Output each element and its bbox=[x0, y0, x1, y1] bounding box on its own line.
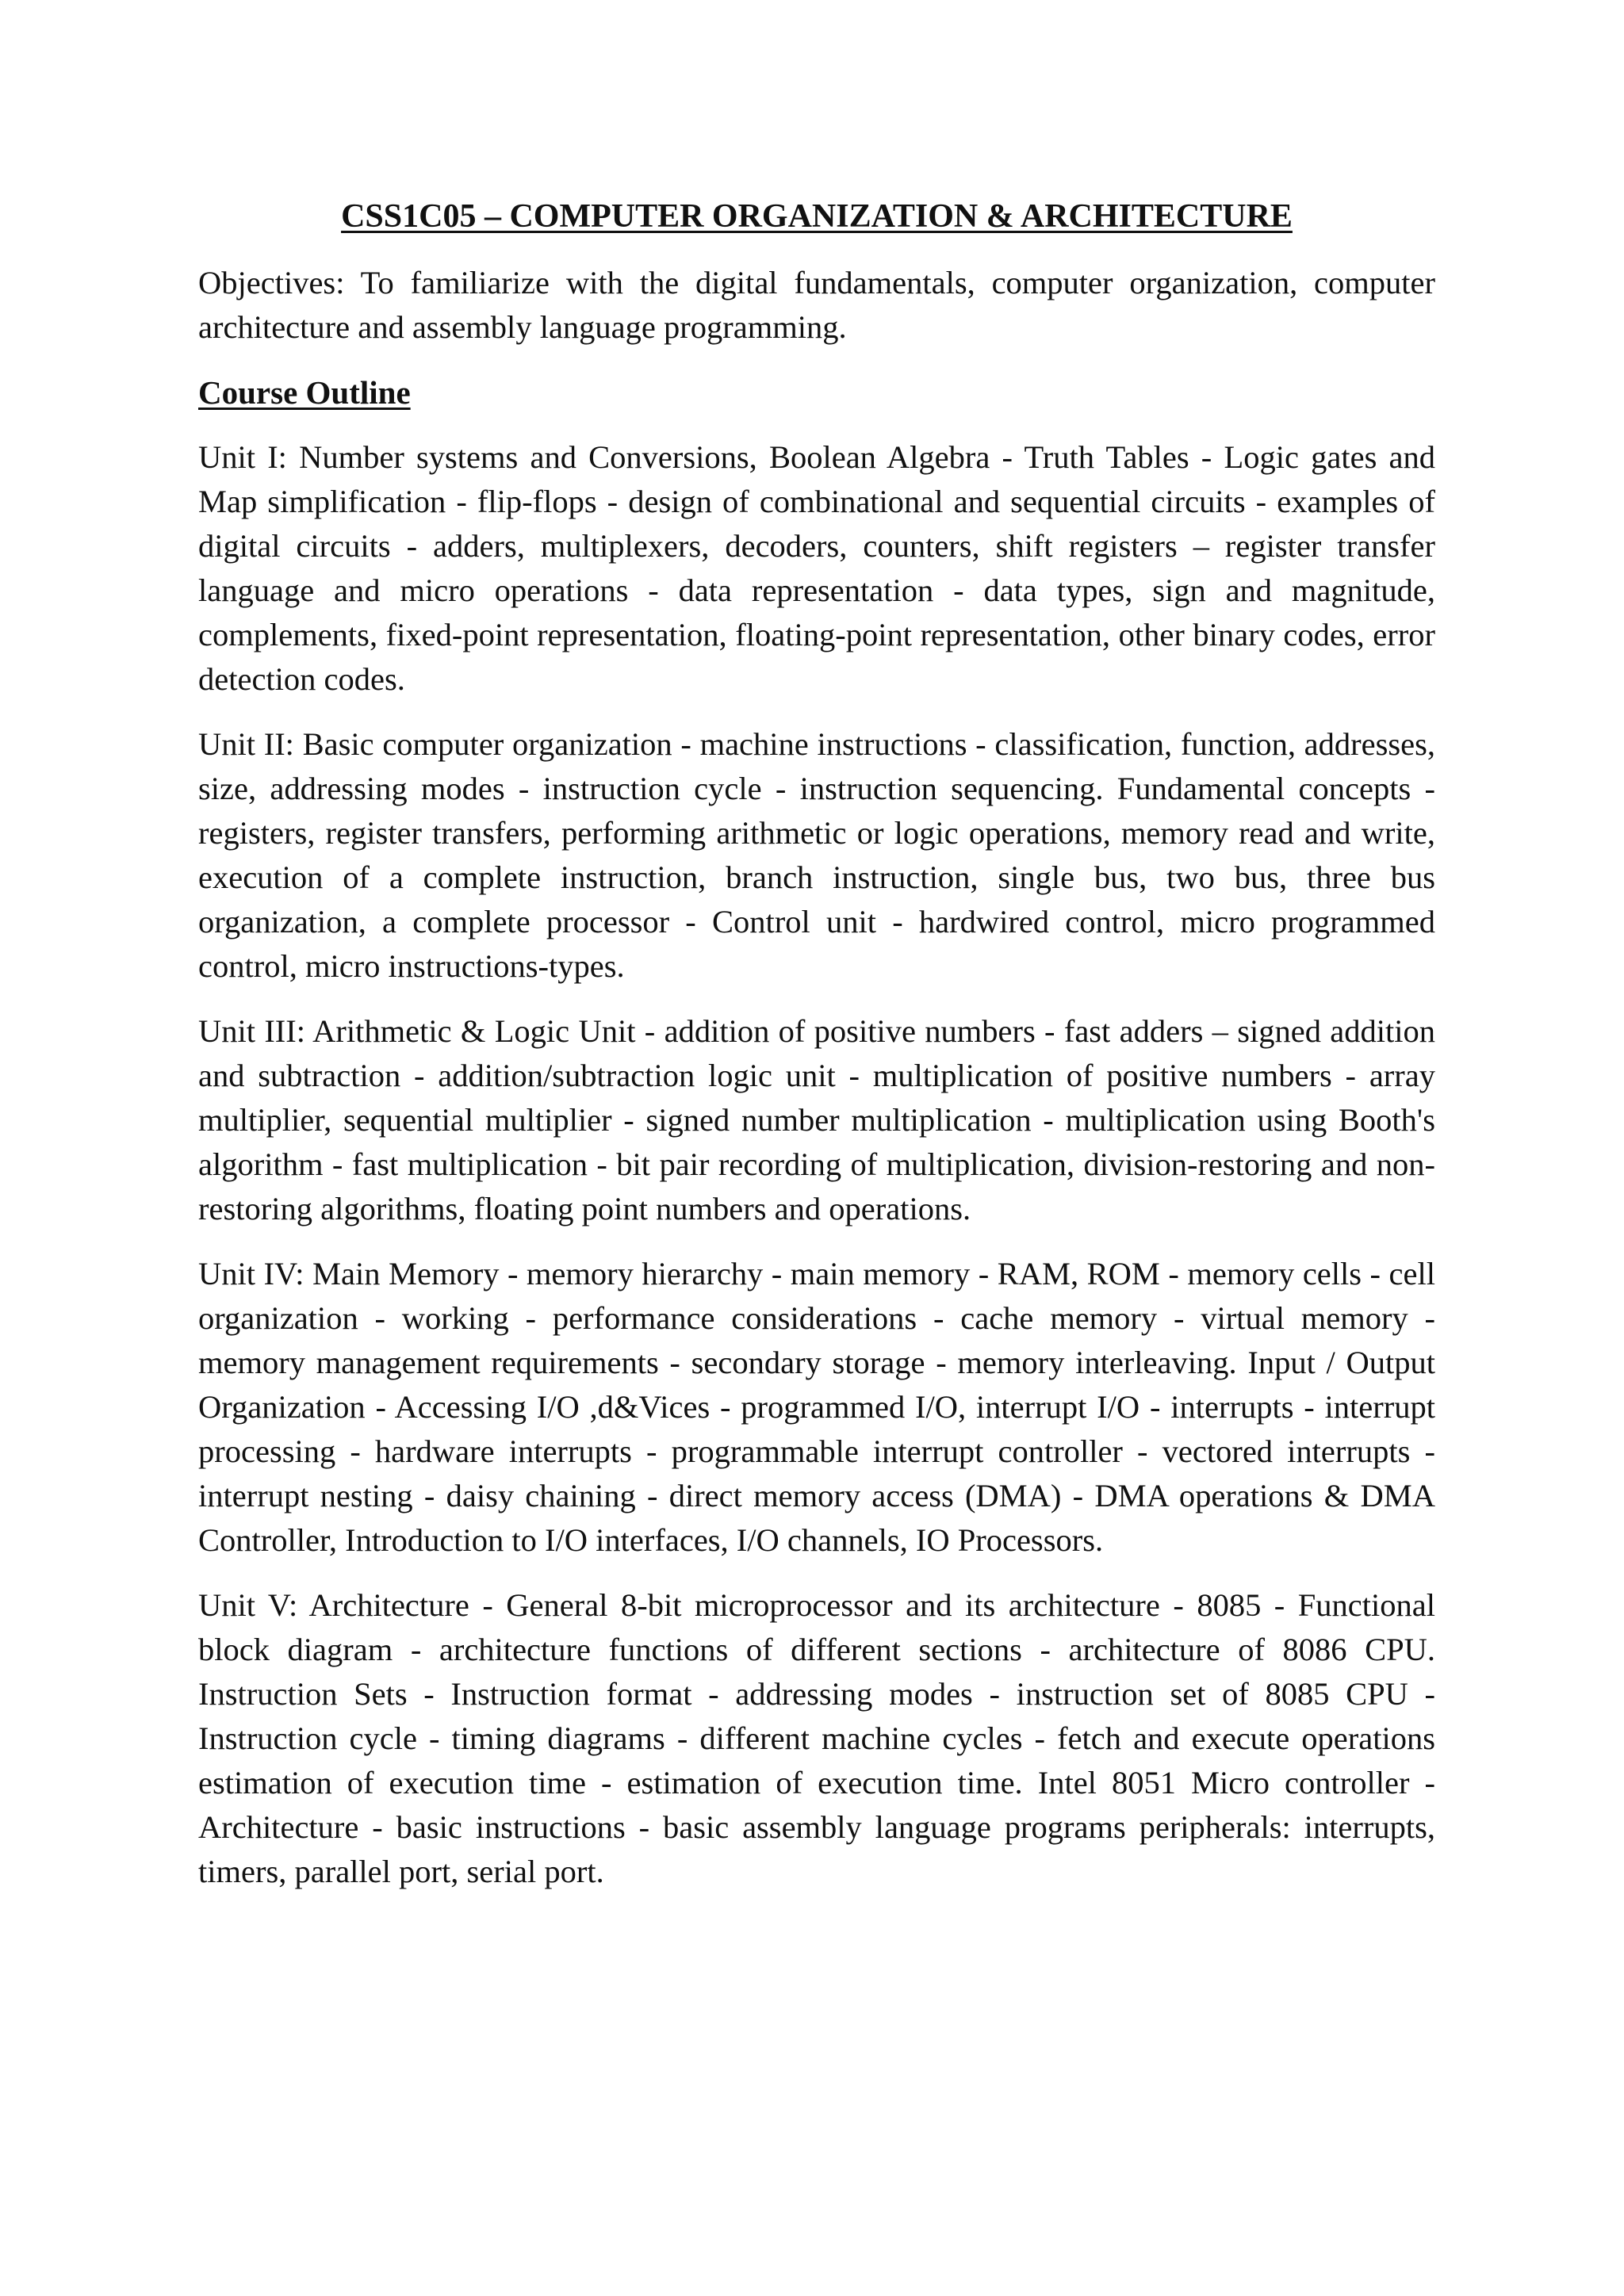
unit-1-paragraph: Unit I: Number systems and Conversions, Boolean Algebra - Truth Tables - Logic gates and Map simplification - flip-flops - design of combinational and sequential circuits - examples of digital circuits - adders, multiplexers, decoders, counters, shift registers – register transfer language and micro operations - data representation - data types, sign and magnitude, complements, fixed-point representation, floating-point representation, other binary codes, error detection codes. bbox=[198, 439, 1435, 697]
course-title: CSS1C05 – COMPUTER ORGANIZATION & ARCHITECTURE bbox=[341, 198, 1293, 235]
course-outline-heading: Course Outline bbox=[198, 374, 411, 411]
objectives-paragraph: Objectives: To familiarize with the digital fundamentals, computer organization, computer architecture and assembly language programming. bbox=[198, 265, 1435, 345]
unit-4-paragraph: Unit IV: Main Memory - memory hierarchy - main memory - RAM, ROM - memory cells - cell organization - working - performance considerations - cache memory - virtual memory - memory management requirements - secondary storage - memory interleaving. Input / Output Organization - Accessing I/O ,d&Vices - programmed I/O, interrupt I/O - interrupts - interrupt processing - hardware interrupts - programmable interrupt controller - vectored interrupts - interrupt nesting - daisy chaining - direct memory access (DMA) - DMA operations & DMA Controller, Introduction to I/O interfaces, I/O channels, IO Processors. bbox=[198, 1256, 1435, 1558]
unit-2-paragraph: Unit II: Basic computer organization - machine instructions - classification, function, addresses, size, addressing modes - instruction cycle - instruction sequencing. Fundamental concepts - registers, register transfers, performing arithmetic or logic operations, memory read and write, execution of a complete instruction, branch instruction, single bus, two bus, three bus organization, a complete processor - Control unit - hardwired control, micro programmed control, micro instructions-types. bbox=[198, 726, 1435, 984]
document-page bbox=[198, 193, 1435, 1915]
unit-3-paragraph: Unit III: Arithmetic & Logic Unit - addition of positive numbers - fast adders – signed addition and subtraction - addition/subtraction logic unit - multiplication of positive numbers - array multiplier, sequential multiplier - signed number multiplication - multiplication using Booth's algorithm - fast multiplication - bit pair recording of multiplication, division-restoring and non-restoring algorithms, floating point numbers and operations. bbox=[198, 1013, 1435, 1226]
unit-5-paragraph: Unit V: Architecture - General 8-bit microprocessor and its architecture - 8085 - Functional block diagram - architecture functions of different sections - architecture of 8086 CPU. Instruction Sets - Instruction format - addressing modes - instruction set of 8085 CPU - Instruction cycle - timing diagrams - different machine cycles - fetch and execute operations estimation of execution time - estimation of execution time. Intel 8051 Micro controller - Architecture - basic instructions - basic assembly language programs peripherals: interrupts, timers, parallel port, serial port. bbox=[198, 1587, 1435, 1889]
